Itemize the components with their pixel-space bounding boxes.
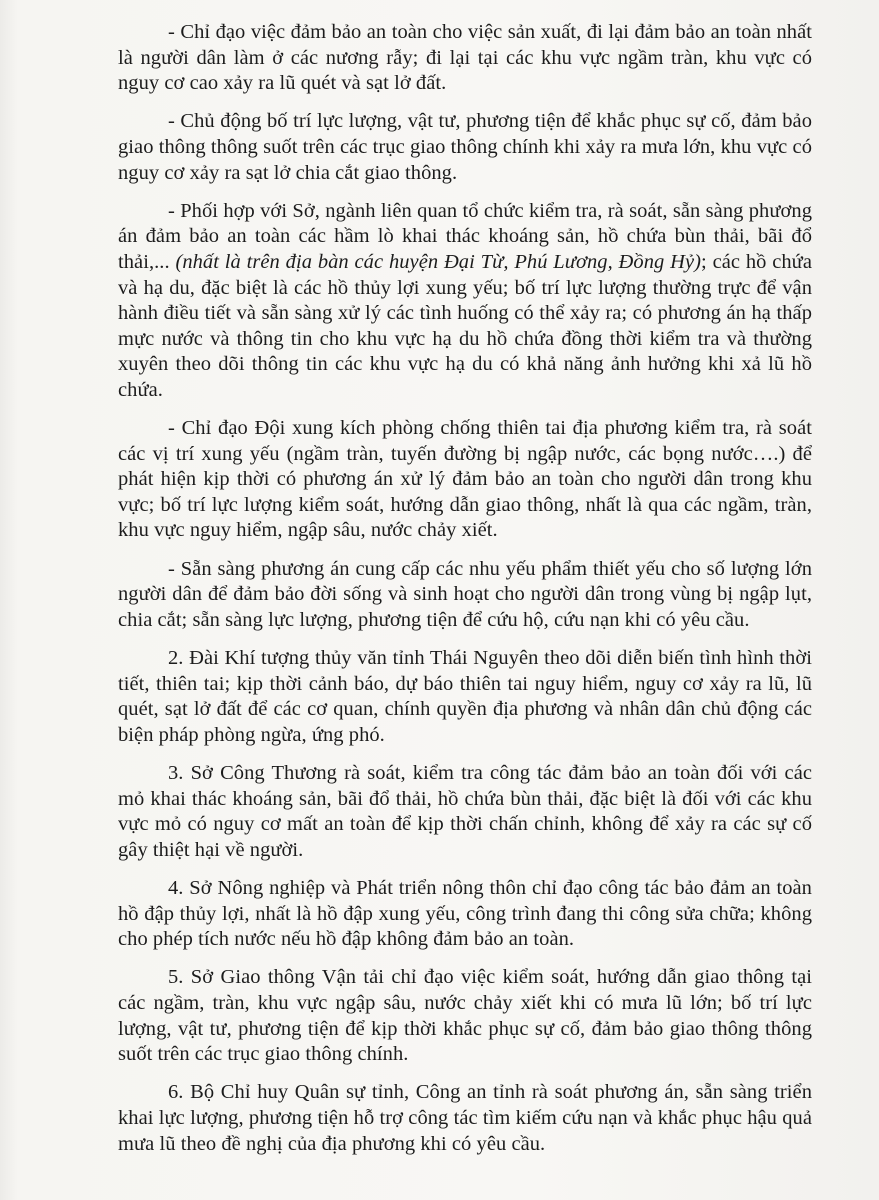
paragraph-meteorology: 2. Đài Khí tượng thủy văn tỉnh Thái Nguyên theo dõi diễn biến tình hình thời tiết, thiên tai; kịp thời cảnh báo, dự báo thiên tai nguy hiểm, nguy cơ xảy ra lũ, lũ quét, sạt lở đất để các cơ quan, chính quyền địa phương và nhân dân chủ động các biện pháp phòng ngừa, ứng phó.	[118, 647, 812, 746]
paragraph-agriculture: 4. Sở Nông nghiệp và Phát triển nông thôn chỉ đạo công tác bảo đảm an toàn hồ đập thủy lợi, nhất là hồ đập xung yếu, công trình đang thi công sửa chữa; không cho phép tích nước nếu hồ đập không đảm bảo an toàn.	[118, 876, 812, 951]
paragraph-traffic-forces: - Chủ động bố trí lực lượng, vật tư, phương tiện để khắc phục sự cố, đảm bảo giao thông thông suốt trên các trục giao thông chính khi xảy ra mưa lớn, khu vực có nguy cơ xảy ra sạt lở chia cắt giao thông.	[118, 110, 812, 184]
paragraph-mining-italic-districts: (nhất là trên địa bàn các huyện Đại Từ, Phú Lương, Đồng Hỷ)	[175, 250, 702, 273]
paragraph-mining-text-start: - Phối hợp với Sở, ngành liên quan tổ chức kiểm tra, rà soát, sẵn sàng phương án đảm bảo an toàn các hầm lò khai thác khoáng sản, hồ chứa bùn thải, bãi đổ thải,...	[118, 199, 812, 273]
document-body	[118, 20, 812, 1170]
paragraph-military-police: 6. Bộ Chỉ huy Quân sự tỉnh, Công an tỉnh rà soát phương án, sẵn sàng triển khai lực lượng, phương tiện hỗ trợ công tác tìm kiếm cứu nạn và khắc phục hậu quả mưa lũ theo đề nghị của địa phương khi có yêu cầu.	[118, 1081, 812, 1155]
paragraph-supplies: - Sẵn sàng phương án cung cấp các nhu yếu phẩm thiết yếu cho số lượng lớn người dân để đảm bảo đời sống và sinh hoạt cho người dân trong vùng bị ngập lụt, chia cắt; sẵn sàng lực lượng, phương tiện để cứu hộ, cứu nạn khi có yêu cầu.	[118, 557, 812, 631]
paragraph-transport: 5. Sở Giao thông Vận tải chỉ đạo việc kiểm soát, hướng dẫn giao thông tại các ngầm, tràn, khu vực ngập sâu, nước chảy xiết khi có mưa lũ lớn; bố trí lực lượng, vật tư, phương tiện để kịp thời khắc phục sự cố, đảm bảo giao thông thông suốt trên các trục giao thông chính.	[118, 966, 812, 1066]
paragraph-shock-team: - Chỉ đạo Đội xung kích phòng chống thiên tai địa phương kiểm tra, rà soát các vị trí xung yếu (ngầm tràn, tuyến đường bị ngập nước, các bọng nước….) để phát hiện kịp thời có phương án xử lý đảm bảo an toàn cho người dân trong khu vực; bố trí lực lượng kiểm soát, hướng dẫn giao thông, nhất là qua các ngầm, tràn, khu vực nguy hiểm, ngập sâu, nước chảy xiết.	[118, 417, 812, 542]
paragraph-industry-trade: 3. Sở Công Thương rà soát, kiểm tra công tác đảm bảo an toàn đối với các mỏ khai thác khoáng sản, bãi đổ thải, hồ chứa bùn thải, đặc biệt là đối với các khu vực mỏ có nguy cơ mất an toàn để kịp thời chấn chỉnh, không để xảy ra các sự cố gây thiệt hại về người.	[118, 762, 812, 861]
paragraph-production-safety: - Chỉ đạo việc đảm bảo an toàn cho việc sản xuất, đi lại đảm bảo an toàn nhất là người dân làm ở các nương rẫy; đi lại tại các khu vực ngầm tràn, khu vực có nguy cơ cao xảy ra lũ quét và sạt lở đất.	[118, 21, 812, 95]
paragraph-mining-reservoirs	[118, 199, 812, 404]
paragraph-mining-text-end: ; các hồ chứa và hạ du, đặc biệt là các hồ thủy lợi xung yếu; bố trí lực lượng thường trực để vận hành điều tiết và sẵn sàng xử lý các tình huống có thể xảy ra; có phương án hạ thấp mực nước và thông tin cho khu vực hạ du hồ chứa đồng thời kiểm tra và thường xuyên theo dõi thông tin các khu vực hạ du có khả năng ảnh hưởng khi xả lũ hồ chứa.	[118, 250, 812, 401]
